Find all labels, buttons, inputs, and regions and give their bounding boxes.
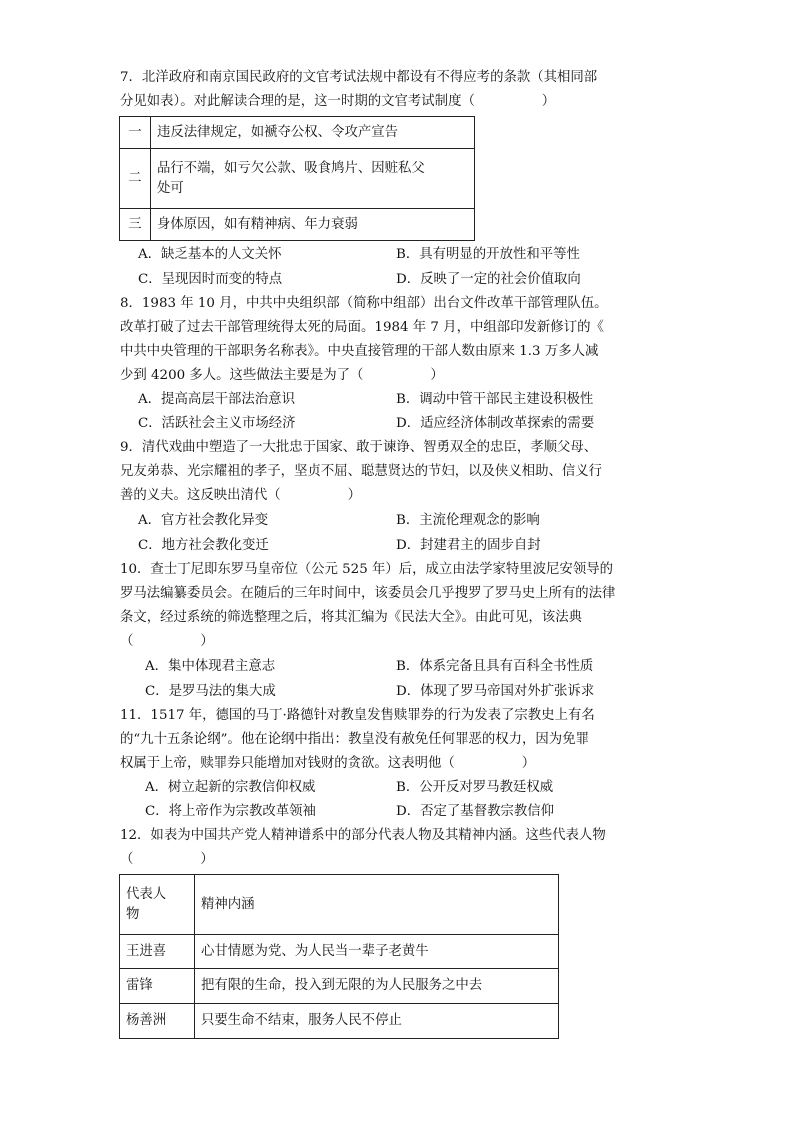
q12-line-1: 12．如表为中国共产党人精神谱系中的部分代表人物及其精神内涵。这些代表人物 (120, 828, 606, 843)
q10-option-b[interactable]: B．体系完备且具有百科全书性质 (396, 659, 594, 674)
q9-line-1: 9．清代戏曲中塑造了一大批忠于国家、敢于谏诤、智勇双全的忠臣，孝顺父母、 (120, 440, 598, 455)
q8-line-3: 中共中央管理的干部职务名称表》。中央直接管理的干部人数由原来 1.3 万多人减 (120, 344, 599, 359)
q8-option-d[interactable]: D．适应经济体制改革探索的需要 (396, 416, 595, 431)
q9-line-3: 善的义夫。这反映出清代（ ） (120, 488, 362, 503)
q9-option-c[interactable]: C．地方社会教化变迁 (138, 538, 269, 553)
q7-table-text (151, 149, 475, 209)
q7-line-1: 7．北洋政府和南京国民政府的文官考试法规中都设有不得应考的条款（其相同部 (120, 70, 598, 85)
q8-line-2: 改革打破了过去干部管理统得太死的局面。1984 年 7 月，中组部印发新修订的《 (120, 320, 604, 335)
q7-table-num: 一 (120, 117, 151, 149)
q7-table-num: 三 (120, 209, 151, 241)
q7-line-2: 分见如表）。对此解读合理的是，这一时期的文官考试制度（ ） (120, 94, 556, 109)
q7-option-b[interactable]: B．具有明显的开放性和平等性 (396, 247, 580, 262)
q11-option-a[interactable]: A．树立起新的宗教信仰权威 (145, 780, 316, 795)
q12-header-name-line: 代表人 (126, 886, 167, 902)
q11-option-b[interactable]: B．公开反对罗马教廷权威 (396, 780, 554, 795)
q10-option-a[interactable]: A．集中体现君主意志 (145, 659, 276, 674)
q12-table-header-spirit: 精神内涵 (195, 875, 559, 935)
q7-table (119, 116, 475, 241)
q12-table-header-name (120, 875, 195, 935)
q8-line-1: 8．1983 年 10 月，中共中央组织部（简称中组部）出台文件改革干部管理队伍。 (120, 296, 608, 311)
q9-option-b[interactable]: B．主流伦理观念的影响 (396, 513, 540, 528)
q11-line-1: 11．1517 年，德国的马丁·路德针对教皇发售赎罪券的行为发表了宗教史上有名 (120, 708, 595, 723)
q7-table-text-line: 处可 (157, 180, 184, 196)
q9-option-a[interactable]: A．官方社会教化异变 (138, 513, 269, 528)
q9-line-2: 兄友弟恭、光宗耀祖的孝子，坚贞不屈、聪慧贤达的节妇，以及侠义相助、信义行 (120, 464, 603, 479)
q10-option-d[interactable]: D．体现了罗马帝国对外扩张诉求 (396, 684, 595, 699)
q12-table (119, 874, 559, 1039)
q12-table-spirit: 只要生命不结束，服务人民不停止 (195, 1004, 559, 1039)
q11-line-2: 的“九十五条论纲”。他在论纲中指出：教皇没有赦免任何罪恶的权力，因为免罪 (120, 732, 589, 747)
q8-option-a[interactable]: A．提高高层干部法治意识 (138, 392, 295, 407)
q12-table-person: 王进喜 (120, 935, 195, 969)
q7-table-text: 违反法律规定，如褫夺公权、令攻产宣告 (151, 117, 475, 149)
q12-table-person: 雷锋 (120, 969, 195, 1004)
q7-option-c[interactable]: C．呈现因时而变的特点 (138, 272, 283, 287)
q7-table-num: 二 (120, 149, 151, 209)
q10-line-1: 10．查士丁尼即东罗马皇帝位（公元 525 年）后，成立由法学家特里波尼安领导的 (120, 562, 613, 577)
q7-table-text-line: 品行不端，如亏欠公款、吸食鸠片、因赃私父 (157, 160, 425, 176)
q8-line-4: 少到 4200 多人。这些做法主要是为了（ ） (120, 368, 444, 383)
q11-line-3: 权属于上帝，赎罪券只能增加对钱财的贪欲。这表明他（ ） (120, 756, 536, 771)
q7-option-d[interactable]: D．反映了一定的社会价值取向 (396, 272, 581, 287)
q10-option-c[interactable]: C．是罗马法的集大成 (145, 684, 276, 699)
q12-line-2: （ ） (120, 852, 214, 867)
q8-option-c[interactable]: C．活跃社会主义市场经济 (138, 416, 296, 431)
q7-option-a[interactable]: A．缺乏基本的人文关怀 (138, 247, 282, 262)
q12-table-person: 杨善洲 (120, 1004, 195, 1039)
q12-table-spirit: 心甘情愿为党、为人民当一辈子老黄牛 (195, 935, 559, 969)
q12-table-spirit: 把有限的生命，投入到无限的为人民服务之中去 (195, 969, 559, 1004)
q10-line-3: 条文，经过系统的筛选整理之后，将其汇编为《民法大全》。由此可见，该法典 (120, 610, 582, 625)
q10-line-4: （ ） (120, 634, 214, 649)
q12-header-name-line: 物 (126, 906, 140, 922)
q11-option-c[interactable]: C．将上帝作为宗教改革领袖 (145, 804, 316, 819)
q7-table-text: 身体原因，如有精神病、年力衰弱 (151, 209, 475, 241)
q9-option-d[interactable]: D．封建君主的固步自封 (396, 538, 541, 553)
q10-line-2: 罗马法编纂委员会。在随后的三年时间中，该委员会几乎搜罗了罗马史上所有的法律 (120, 586, 616, 601)
q11-option-d[interactable]: D．否定了基督教宗教信仰 (396, 804, 555, 819)
q8-option-b[interactable]: B．调动中管干部民主建设积极性 (396, 392, 594, 407)
